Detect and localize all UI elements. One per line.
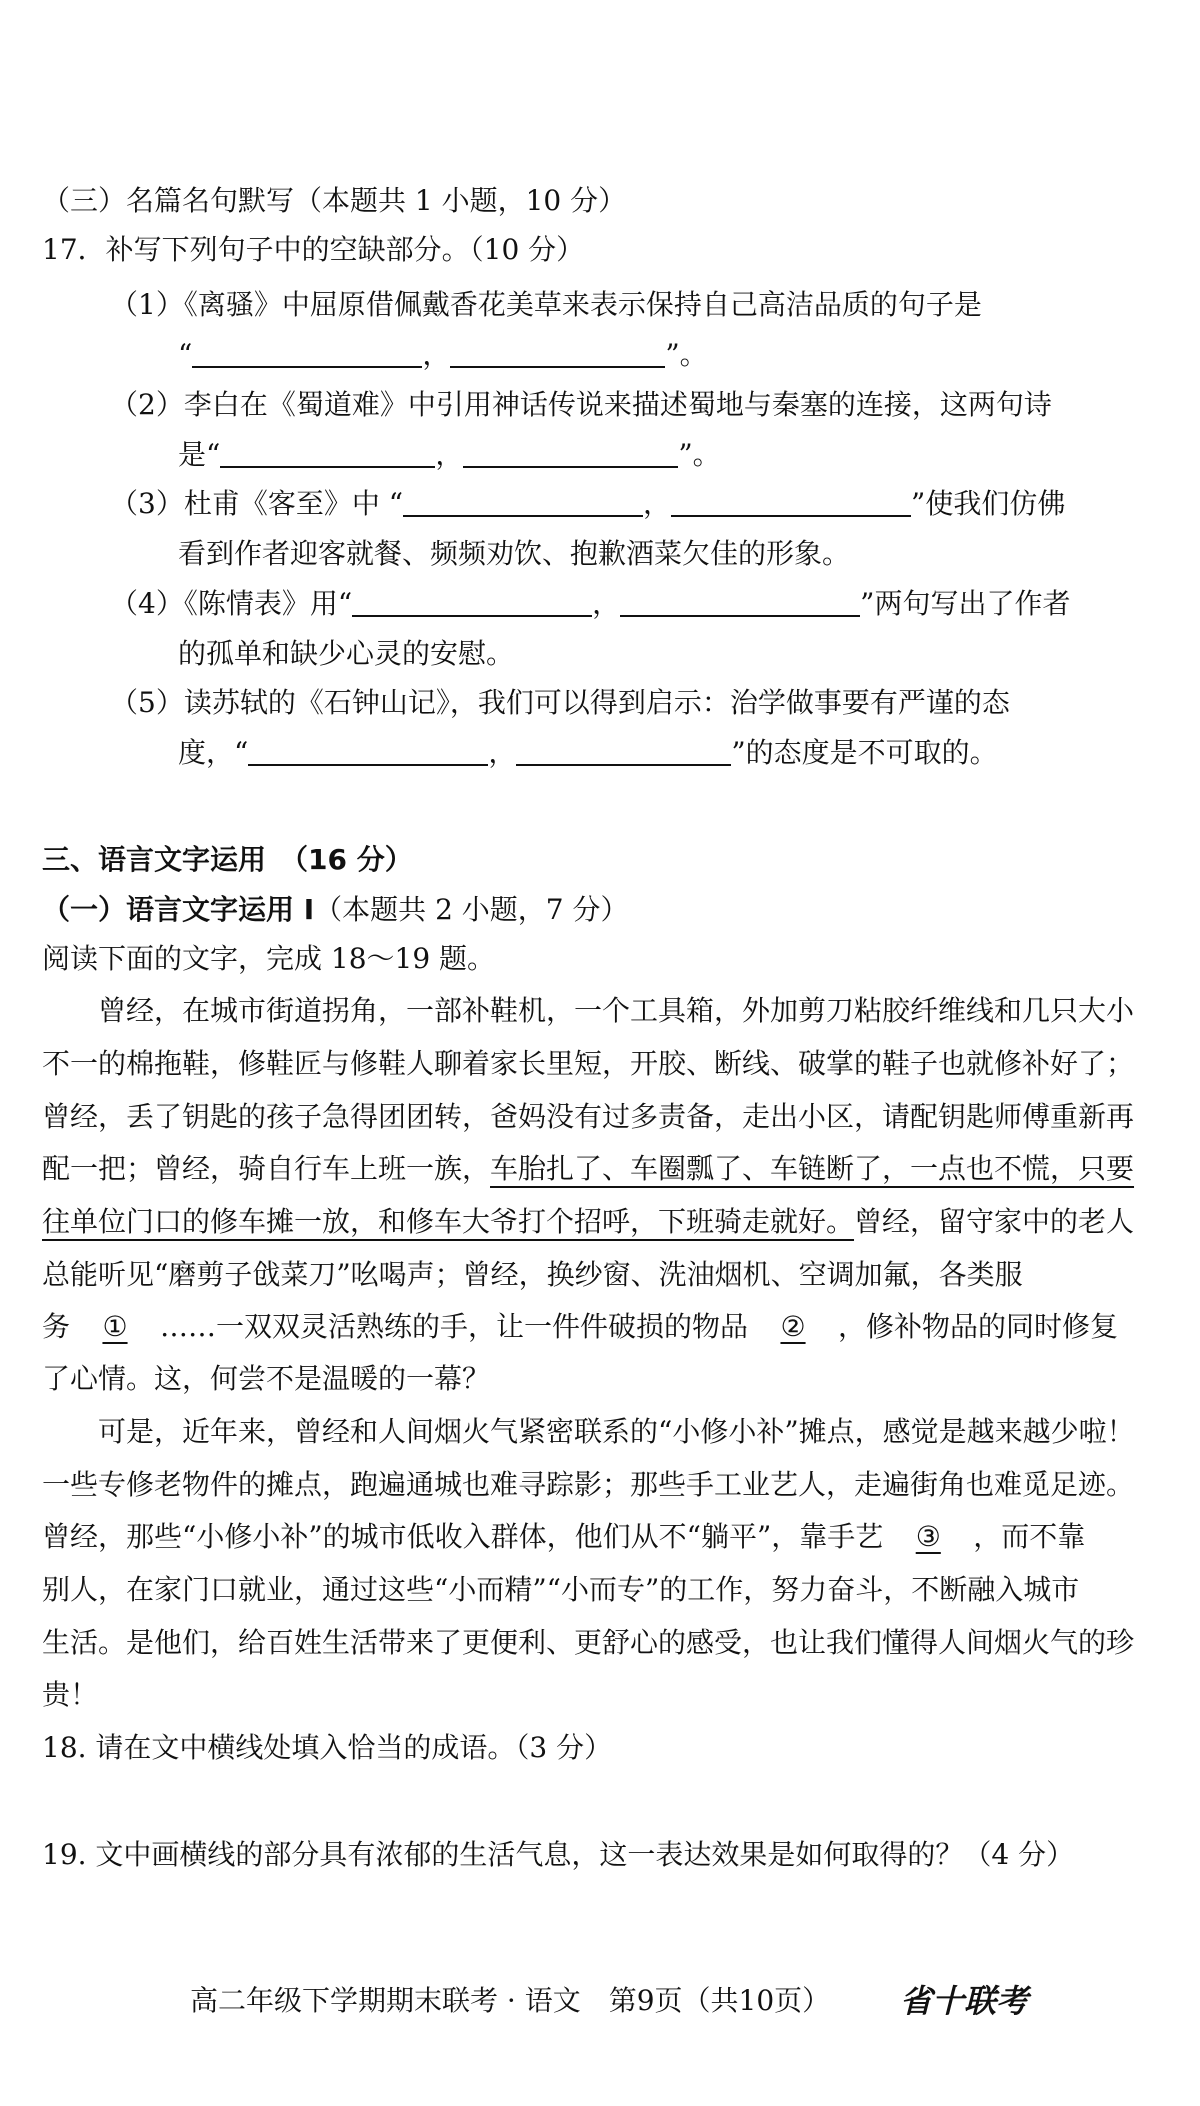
passage-line: 别人，在家门口就业，通过这些“小而精”“小而专”的工作，努力奋斗，不断融入城市 <box>42 1573 1080 1606</box>
question-17-title: 17．补写下列句子中的空缺部分。（10 分） <box>42 233 585 266</box>
answer-blank[interactable] <box>450 338 665 368</box>
answer-blank[interactable] <box>671 487 911 517</box>
passage-line: 总能听见“磨剪子戗菜刀”吆喝声；曾经，换纱窗、洗油烟机、空调加氟，各类服 <box>42 1258 1023 1291</box>
q17-item-2-line-1: （2）李白在《蜀道难》中引用神话传说来描述蜀地与秦塞的连接，这两句诗 <box>110 388 1052 421</box>
reading-instruction: 阅读下面的文字，完成 18～19 题。 <box>42 942 496 975</box>
passage-line: 了心情。这，何尝不是温暖的一幕？ <box>42 1362 491 1395</box>
q17-item-3-line-2: 看到作者迎客就餐、频频劝饮、抱歉酒菜欠佳的形象。 <box>178 537 851 570</box>
footer-stamp: 省十联考 <box>900 1982 1029 2020</box>
footer-text: 高二年级下学期期末联考 · 语文 第9页（共10页） <box>190 1984 831 2017</box>
question-18: 18. 请在文中横线处填入恰当的成语。（3 分） <box>42 1731 613 1764</box>
q17-item-1-line-2: “ ， ”。 <box>178 338 708 371</box>
part-3-subheading: （一）语言文字运用 I（本题共 2 小题，7 分） <box>42 893 629 926</box>
passage-line: 往单位门口的修车摊一放，和修车大爷打个招呼，下班骑走就好。曾经，留守家中的老人 <box>42 1205 1135 1238</box>
answer-blank[interactable] <box>352 587 592 617</box>
section-heading: （三）名篇名句默写（本题共 1 小题，10 分） <box>42 184 627 217</box>
passage-line: 务 ① ……一双双灵活熟练的手，让一件件破损的物品 ② ，修补物品的同时修复 <box>42 1310 1119 1343</box>
fill-blank-1[interactable]: ① <box>102 1310 128 1343</box>
passage-line: 一些专修老物件的摊点，跑遍通城也难寻踪影；那些手工业艺人，走遍街角也难觅足迹。 <box>42 1468 1135 1501</box>
underlined-sentence: 车胎扎了、车圈瓢了、车链断了，一点也不慌，只要 <box>490 1152 1135 1185</box>
answer-blank[interactable] <box>516 736 731 766</box>
passage-line: 生活。是他们，给百姓生活带来了更便利、更舒心的感受，也让我们懂得人间烟火气的珍 <box>42 1626 1135 1659</box>
q17-item-5-line-2: 度，“ ， ”的态度是不可取的。 <box>178 736 998 769</box>
answer-blank[interactable] <box>403 487 643 517</box>
fill-blank-3[interactable]: ③ <box>915 1520 941 1553</box>
q17-item-2-line-2: 是“ ， ”。 <box>178 438 721 471</box>
answer-blank[interactable] <box>220 438 435 468</box>
question-19: 19. 文中画横线的部分具有浓郁的生活气息，这一表达效果是如何取得的？（4 分） <box>42 1838 1075 1871</box>
q17-item-1-line-1: （1）《离骚》中屈原借佩戴香花美草来表示保持自己高洁品质的句子是 <box>110 288 982 321</box>
answer-blank[interactable] <box>192 338 422 368</box>
passage-line: 贵！ <box>42 1678 99 1711</box>
part-3-heading: 三、语言文字运用 （16 分） <box>42 843 413 876</box>
passage-line: 曾经，那些“小修小补”的城市低收入群体，他们从不“躺平”，靠手艺 ③ ，而不靠 <box>42 1520 1086 1553</box>
answer-blank[interactable] <box>248 736 488 766</box>
answer-blank[interactable] <box>620 587 860 617</box>
passage-line: 曾经，在城市街道拐角，一部补鞋机，一个工具箱，外加剪刀粘胶纤维线和几只大小 <box>98 994 1135 1027</box>
passage-line: 曾经，丢了钥匙的孩子急得团团转，爸妈没有过多责备，走出小区，请配钥匙师傅重新再 <box>42 1100 1135 1133</box>
q17-item-4-line-2: 的孤单和缺少心灵的安慰。 <box>178 637 515 670</box>
q17-item-3-line-1: （3）杜甫《客至》中 “ ， ”使我们仿佛 <box>110 487 1066 520</box>
fill-blank-2[interactable]: ② <box>780 1310 806 1343</box>
answer-blank[interactable] <box>463 438 678 468</box>
q17-item-5-line-1: （5）读苏轼的《石钟山记》，我们可以得到启示：治学做事要有严谨的态 <box>110 686 1010 719</box>
passage-line: 配一把；曾经，骑自行车上班一族，车胎扎了、车圈瓢了、车链断了，一点也不慌，只要 <box>42 1152 1135 1185</box>
passage-line: 不一的棉拖鞋，修鞋匠与修鞋人聊着家长里短，开胶、断线、破掌的鞋子也就修补好了； <box>42 1047 1135 1080</box>
q17-item-4-line-1: （4）《陈情表》用“ ， ”两句写出了作者 <box>110 587 1071 620</box>
passage-line: 可是，近年来，曾经和人间烟火气紧密联系的“小修小补”摊点，感觉是越来越少啦！ <box>98 1415 1135 1448</box>
underlined-sentence: 往单位门口的修车摊一放，和修车大爷打个招呼，下班骑走就好。 <box>42 1205 855 1238</box>
page-footer <box>190 1984 830 2018</box>
